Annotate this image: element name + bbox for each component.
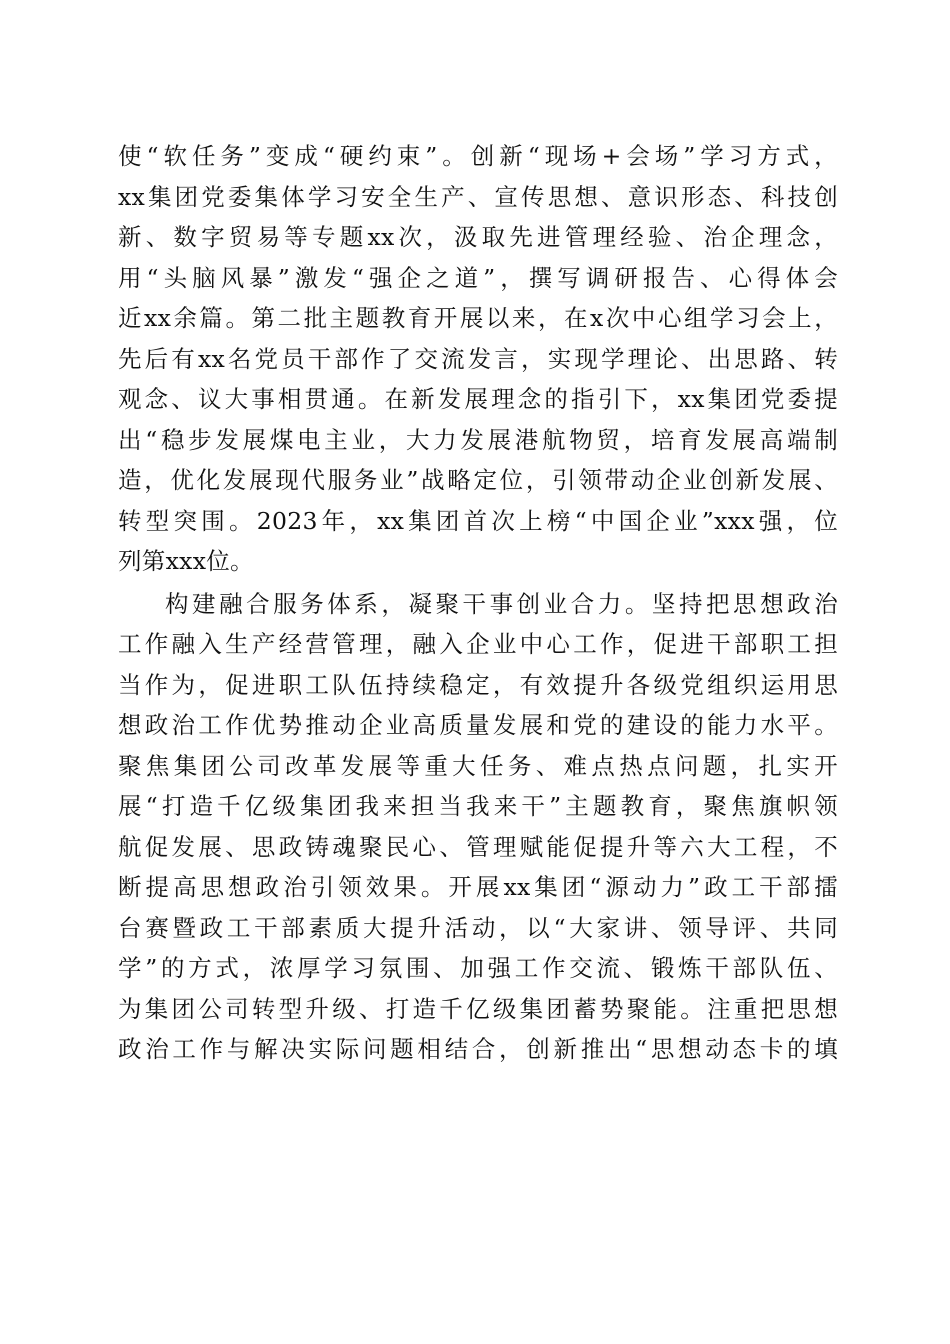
paragraph-line: 为集团公司转型升级、打造千亿级集团蓄势聚能。注重把思想 — [118, 994, 838, 1023]
paragraph-line: 政治工作与解决实际问题相结合，创新推出“思想动态卡的填 — [118, 1035, 838, 1063]
paragraph-line: 观念、议大事相贯通。在新发展理念的指引下，xx集团党委提 — [118, 385, 838, 413]
paragraph-line: 构建融合服务体系，凝聚干事创业合力。坚持把思想政治 — [165, 589, 838, 618]
paragraph-line: 用“头脑风暴”激发“强企之道”，撰写调研报告、心得体会 — [118, 263, 838, 292]
paragraph-2 — [118, 584, 838, 1070]
paragraph-line: 断提高思想政治引领效果。开展xx集团“源动力”政工干部擂 — [118, 873, 838, 901]
paragraph-line: 当作为，促进职工队伍持续稳定，有效提升各级党组织运用思 — [118, 670, 838, 699]
paragraph-line: 想政治工作优势推动企业高质量发展和党的建设的能力水平。 — [118, 711, 838, 739]
paragraph-line: 台赛暨政工干部素质大提升活动，以“大家讲、领导评、共同 — [118, 913, 838, 942]
paragraph-line: 新、数字贸易等专题xx次，汲取先进管理经验、治企理念， — [118, 223, 838, 251]
paragraph-1 — [118, 136, 838, 582]
paragraph-line: 聚焦集团公司改革发展等重大任务、难点热点问题，扎实开 — [118, 751, 838, 780]
paragraph-line: xx集团党委集体学习安全生产、宣传思想、意识形态、科技创 — [118, 182, 838, 211]
paragraph-line: 出“稳步发展煤电主业，大力发展港航物贸，培育发展高端制 — [118, 425, 838, 454]
paragraph-line: 转型突围。2023年，xx集团首次上榜“中国企业”xxx强，位 — [118, 506, 838, 535]
paragraph-line: 造，优化发展现代服务业”战略定位，引领带动企业创新发展、 — [118, 466, 838, 494]
paragraph-line: 展“打造千亿级集团我来担当我来干”主题教育，聚焦旗帜领 — [118, 792, 838, 820]
paragraph-line: 先后有xx名党员干部作了交流发言，实现学理论、出思路、转 — [118, 344, 838, 373]
paragraph-line: 使“软任务”变成“硬约束”。创新“现场+会场”学习方式， — [118, 142, 838, 170]
paragraph-line: 近xx余篇。第二批主题教育开展以来，在x次中心组学习会上， — [118, 304, 838, 332]
document-body — [118, 136, 838, 1070]
paragraph-line: 列第xxx位。 — [118, 547, 254, 575]
paragraph-line: 航促发展、思政铸魂聚民心、管理赋能促提升等六大工程，不 — [118, 832, 838, 861]
paragraph-line: 工作融入生产经营管理，融入企业中心工作，促进干部职工担 — [118, 630, 838, 658]
paragraph-line: 学”的方式，浓厚学习氛围、加强工作交流、锻炼干部队伍、 — [118, 954, 838, 982]
